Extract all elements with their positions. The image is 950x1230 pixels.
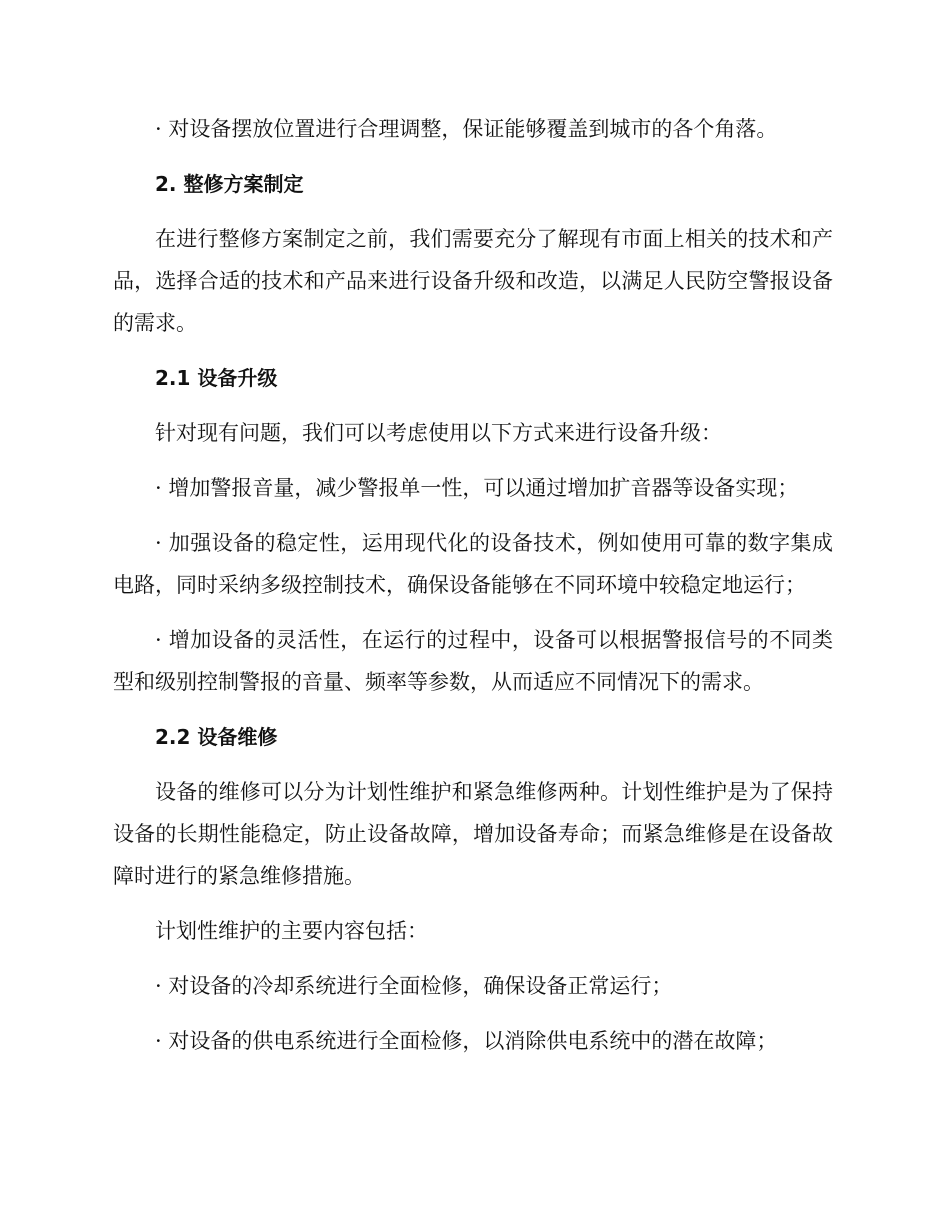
bullet-paragraph: · 增加设备的灵活性，在运行的过程中，设备可以根据警报信号的不同类型和级别控制警报的音量、频率等参数，从而适应不同情况下的需求。 bbox=[113, 628, 833, 694]
bullet-paragraph: · 增加警报音量，减少警报单一性，可以通过增加扩音器等设备实现； bbox=[155, 476, 799, 500]
body-paragraph: 设备的维修可以分为计划性维护和紧急维修两种。计划性维护是为了保持设备的长期性能稳定，防止设备故障，增加设备寿命；而紧急维修是在设备故障时进行的紧急维修措施。 bbox=[113, 780, 833, 888]
body-paragraph: 针对现有问题，我们可以考虑使用以下方式来进行设备升级： bbox=[155, 421, 722, 445]
body-paragraph: 在进行整修方案制定之前，我们需要充分了解现有市面上相关的技术和产品，选择合适的技术和产品来进行设备升级和改造，以满足人民防空警报设备的需求。 bbox=[113, 227, 833, 335]
bullet-paragraph: · 对设备摆放位置进行合理调整，保证能够覆盖到城市的各个角落。 bbox=[155, 117, 778, 141]
body-paragraph: 计划性维护的主要内容包括： bbox=[155, 919, 428, 943]
document-page bbox=[113, 108, 833, 1075]
bullet-paragraph: · 对设备的冷却系统进行全面检修，确保设备正常运行； bbox=[155, 974, 673, 998]
section-heading: 2. 整修方案制定 bbox=[155, 172, 304, 196]
bullet-paragraph: · 加强设备的稳定性，运用现代化的设备技术，例如使用可靠的数字集成电路，同时采纳多级控制技术，确保设备能够在不同环境中较稳定地运行； bbox=[113, 531, 833, 597]
bullet-paragraph: · 对设备的供电系统进行全面检修，以消除供电系统中的潜在故障； bbox=[155, 1029, 778, 1053]
subsection-heading: 2.2 设备维修 bbox=[155, 725, 278, 749]
subsection-heading: 2.1 设备升级 bbox=[155, 366, 278, 390]
